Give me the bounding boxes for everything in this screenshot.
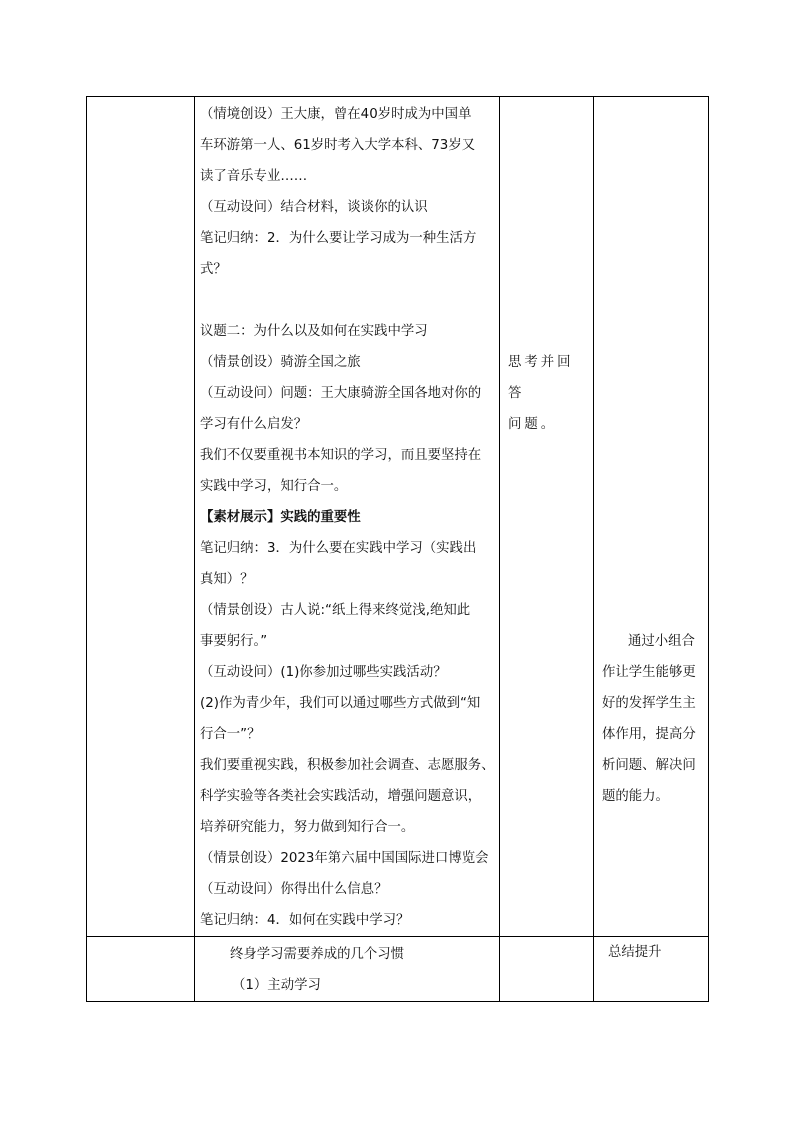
table-row bbox=[87, 937, 709, 1002]
text-line: 真知）？ bbox=[200, 572, 254, 587]
text-line: 思考并回答 bbox=[508, 355, 574, 401]
text-line: 通过小组合 bbox=[628, 634, 695, 649]
table-row bbox=[87, 97, 709, 937]
summary-label: 总结提升 bbox=[608, 945, 662, 960]
lesson-plan-table bbox=[86, 96, 709, 1002]
text-line: 笔记归纳：3．为什么要在实践中学习（实践出 bbox=[200, 541, 477, 556]
teacher-activity-cell bbox=[195, 97, 500, 937]
text-line: 终身学习需要养成的几个习惯 bbox=[230, 947, 405, 962]
text-line: （互动设问）结合材料，谈谈你的认识 bbox=[200, 200, 428, 215]
text-line: 读了音乐专业…… bbox=[200, 169, 308, 184]
text-line: 行合一”？ bbox=[200, 727, 261, 742]
text-line: （互动设问）问题：王大康骑游全国各地对你的 bbox=[200, 386, 482, 401]
text-line: （情境创设）王大康，曾在40岁时成为中国单 bbox=[200, 107, 472, 122]
text-line: 笔记归纳：2．为什么要让学习成为一种生活方 bbox=[200, 231, 477, 246]
student-activity-cell bbox=[500, 937, 594, 1002]
text-line: 式？ bbox=[200, 262, 227, 277]
text-line: （情景创设）骑游全国之旅 bbox=[200, 355, 361, 370]
text-line: 问题。 bbox=[508, 417, 558, 432]
topic-heading: 议题二：为什么以及如何在实践中学习 bbox=[200, 324, 428, 339]
student-activity-cell bbox=[500, 97, 594, 937]
text-line: 体作用，提高分 bbox=[602, 727, 696, 742]
text-line: （互动设问）(1)你参加过哪些实践活动？ bbox=[200, 665, 447, 680]
text-line: 实践中学习，知行合一。 bbox=[200, 479, 348, 494]
text-line: 好的发挥学生主 bbox=[602, 696, 696, 711]
text-line: （情景创设）古人说:“纸上得来终觉浅,绝知此 bbox=[200, 603, 471, 618]
text-line: （互动设问）你得出什么信息？ bbox=[200, 882, 388, 897]
text-line: （情景创设）2023年第六届中国国际进口博览会 bbox=[200, 851, 489, 866]
teacher-activity-cell bbox=[195, 937, 500, 1002]
text-line: 笔记归纳：4．如何在实践中学习？ bbox=[200, 913, 410, 928]
stage-cell bbox=[87, 97, 195, 937]
stage-cell bbox=[87, 937, 195, 1002]
text-line: 车环游第一人、61岁时考入大学本科、73岁又 bbox=[200, 138, 476, 153]
text-line: 作让学生能够更 bbox=[602, 665, 696, 680]
text-line: 科学实验等各类社会实践活动，增强问题意识， bbox=[200, 789, 482, 804]
text-line: (2)作为青少年，我们可以通过哪些方式做到“知 bbox=[200, 696, 481, 711]
design-intent-cell bbox=[594, 97, 709, 937]
text-line: （1）主动学习 bbox=[232, 978, 321, 993]
text-line: 析问题、解决问 bbox=[602, 758, 696, 773]
text-line: 培养研究能力，努力做到知行合一。 bbox=[200, 820, 415, 835]
text-line: 事要躬行。” bbox=[200, 634, 268, 649]
text-line: 题的能力。 bbox=[602, 789, 669, 804]
text-line: 我们要重视实践，积极参加社会调查、志愿服务、 bbox=[200, 758, 495, 773]
blank-line bbox=[200, 285, 495, 316]
design-intent-cell bbox=[594, 937, 709, 1002]
text-line: 学习有什么启发？ bbox=[200, 417, 308, 432]
text-line: 我们不仅要重视书本知识的学习，而且要坚持在 bbox=[200, 448, 482, 463]
material-heading: 【素材展示】实践的重要性 bbox=[200, 510, 361, 525]
